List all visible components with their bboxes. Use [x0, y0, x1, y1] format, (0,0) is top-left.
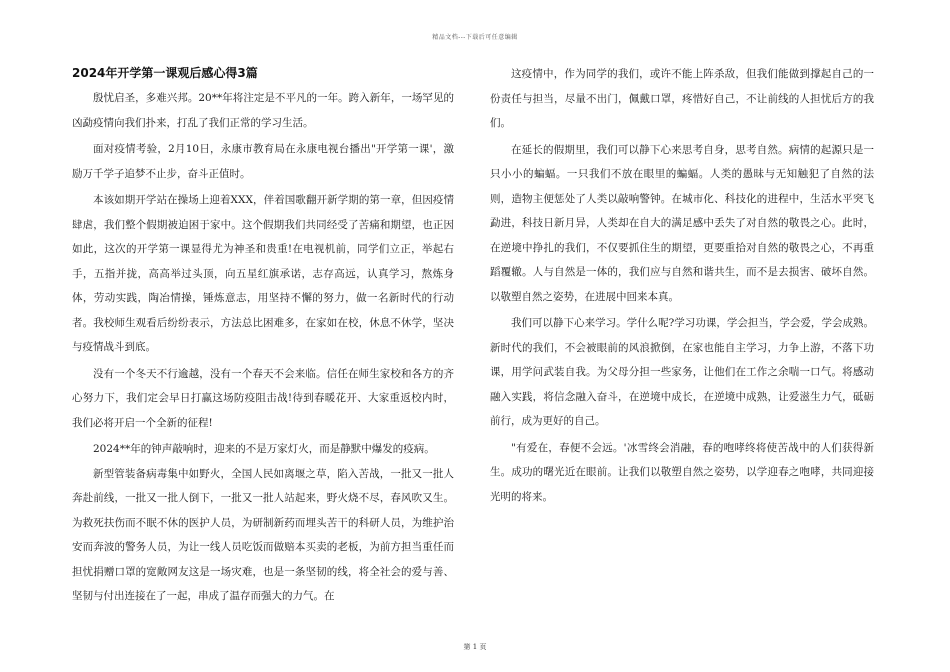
left-column: [72, 62, 454, 609]
paragraph: 没有一个冬天不行逾越，没有一个春天不会来临。信任在师生家校和各方的齐心努力下，我们定会早日打赢这场防疫阻击战!待到春暖花开、大家重返校内时，我们必将开启一个全新的征程!: [72, 367, 454, 429]
paragraph: "有爱在，春便不会远。'冰雪终会消融，春的咆哮终将使苦战中的人们获得新生。成功的曙光近在眼前。让我们以敬塑自然之姿势，以学迎春之咆哮，共同迎接光明的将来。: [490, 441, 874, 503]
paragraph: 我们可以静下心来学习。学什么呢?学习功课，学会担当，学会爱，学会成熟。新时代的我们，不会被眼前的风浪掀倒，在家也能自主学习，力争上游，不落下功课，用学问武装自我。为父母分担一些家务，让他们在工作之余喘一口气。将感动融入实践，将信念融入奋斗，在逆境中成长，在逆境中成熟，让爱滋生力气，砥砺前行，成为更好的自己。: [490, 317, 874, 427]
page-header: 精品文档---下载后可任意编辑: [432, 34, 518, 41]
right-column: [490, 62, 874, 509]
paragraph: 殷忧启圣，多难兴邦。20**年将注定是不平凡的一年。跨入新年，一场罕见的凶勐疫情向我们扑来，打乱了我们正常的学习生活。: [72, 92, 454, 129]
paragraph: 这疫情中，作为同学的我们，或许不能上阵杀敌，但我们能做到撑起自己的一份责任与担当，尽量不出门，佩戴口罩，疼惜好自己，不让前线的人担忧后方的我们。: [490, 68, 874, 129]
paragraph: 面对疫情考验，2月10日，永康市教育局在永康电视台播出"开学第一课'，激励万千学子追梦不止步，奋斗正值时。: [72, 143, 454, 180]
page-footer: 第 1 页: [463, 643, 487, 651]
paragraph: 本该如期开学站在操场上迎着XXX，伴着国歌翻开新学期的第一章，但因疫情肆虐，我们整个假期被迫困于家中。这个假期我们共同经受了苦痛和期望，也正因如此，这次的开学第一课显得尤为神圣和贵重!在电视机前，同学们立正，举起右手，五指并拢，高高举过头顶，向五星红旗承诺，志存高远，认真学习，熬炼身体，劳动实践，陶冶情操，锤炼意志，用坚持不懈的努力，做一名新时代的行动者。我校师生观看后纷纷表示，方法总比困难多，在家如在校，休息不休学，坚决与疫情战斗到底。: [72, 194, 454, 353]
document-title: 2024年开学第一课观后感心得3篇: [72, 66, 258, 80]
paragraph: 在延长的假期里，我们可以静下心来思考自身，思考自然。病情的起源只是一只小小的蝙蝠。一只我们不放在眼里的蝙蝠。人类的愚昧与无知触犯了自然的法则，造物主便惩处了人类以敲响警钟。在城市化、科技化的进程中，生活水平突飞勐进，科技日新月异，人类却在自大的满足感中丢失了对自然的敬畏之心。此时，在逆境中挣扎的我们，不仅要抓住生的期望，更要重拾对自然的敬畏之心，不再重蹈覆辙。人与自然是一体的，我们应与自然和谐共生，而不是去损害、破坏自然。以敬塑自然之姿势，在进展中回来本真。: [490, 143, 874, 303]
paragraph: 2024**年的钟声敲响时，迎来的不是万家灯火，而是静默中爆发的疫病。: [93, 443, 435, 455]
paragraph: 新型管装备病毒集中如野火，全国人民如离堰之草，陷入苦战，一批又一批人奔赴前线，一批又一批人倒下，一批又一批人站起来，野火烧不尽，春风吹又生。为救死扶伤而不眠不休的医护人员，为研制新药而埋头苦干的科研人员，为维护治安而奔波的警务人员，为让一线人员吃饭而做赔本买卖的老板，为前方担当重任而担忧捐赠口罩的宽敞网友这是一场灾难，也是一条坚韧的线，将全社会的爱与善、坚韧与付出连接在了一起，串成了温存而强大的力气。在: [72, 467, 454, 602]
